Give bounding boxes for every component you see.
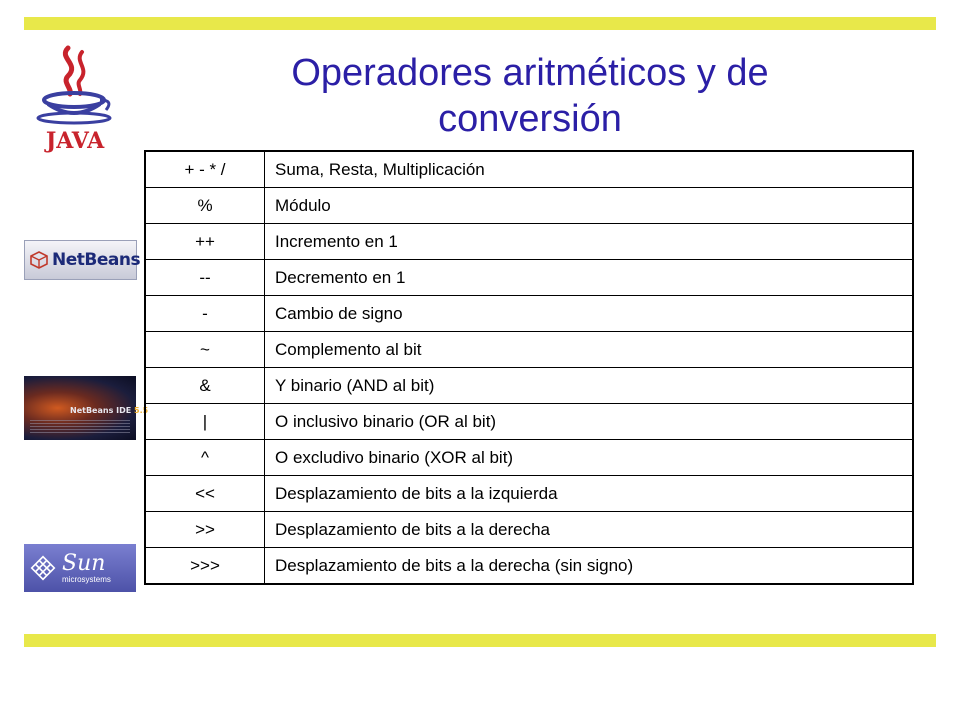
operator-row bbox=[145, 512, 913, 548]
operator-symbol: & bbox=[145, 368, 265, 404]
sun-logo-subtext: microsystems bbox=[62, 574, 111, 584]
ide-splash-fineprint bbox=[30, 420, 130, 434]
java-logo bbox=[28, 42, 122, 154]
operator-symbol: % bbox=[145, 188, 265, 224]
operator-row bbox=[145, 151, 913, 188]
operator-row bbox=[145, 296, 913, 332]
operator-symbol: - bbox=[145, 296, 265, 332]
netbeans-logo-text: NetBeans bbox=[52, 250, 141, 270]
operator-symbol: ~ bbox=[145, 332, 265, 368]
ide-splash-text bbox=[70, 406, 148, 415]
sun-logo-text: Sun bbox=[62, 550, 106, 576]
operator-description: Suma, Resta, Multiplicación bbox=[265, 151, 914, 188]
bottom-accent-bar bbox=[24, 634, 936, 647]
operator-row bbox=[145, 260, 913, 296]
operator-description: Módulo bbox=[265, 188, 914, 224]
ide-splash-version: 5.5 bbox=[134, 406, 149, 415]
operator-description: Y binario (AND al bit) bbox=[265, 368, 914, 404]
netbeans-ide-splash bbox=[24, 376, 149, 440]
operator-symbol: >>> bbox=[145, 548, 265, 585]
operator-row bbox=[145, 332, 913, 368]
operator-row bbox=[145, 548, 913, 585]
operators-table bbox=[144, 150, 914, 585]
java-logo-text: JAVA bbox=[45, 128, 105, 154]
sun-mark-icon bbox=[30, 555, 56, 581]
operator-row bbox=[145, 476, 913, 512]
operator-symbol: -- bbox=[145, 260, 265, 296]
operator-description: Incremento en 1 bbox=[265, 224, 914, 260]
operator-symbol: >> bbox=[145, 512, 265, 548]
slide-title: Operadores aritméticos y de conversión bbox=[291, 52, 769, 140]
operators-table-body bbox=[145, 151, 913, 584]
operator-row bbox=[145, 440, 913, 476]
operator-description: Desplazamiento de bits a la izquierda bbox=[265, 476, 914, 512]
operator-description: O excludivo binario (XOR al bit) bbox=[265, 440, 914, 476]
java-coffee-cup-icon bbox=[28, 42, 122, 154]
operator-row bbox=[145, 404, 913, 440]
top-accent-bar bbox=[24, 17, 936, 30]
operator-description: Desplazamiento de bits a la derecha (sin signo) bbox=[265, 548, 914, 585]
operator-row bbox=[145, 224, 913, 260]
operator-symbol: << bbox=[145, 476, 265, 512]
operator-description: Complemento al bit bbox=[265, 332, 914, 368]
operator-description: Decremento en 1 bbox=[265, 260, 914, 296]
operator-symbol: ++ bbox=[145, 224, 265, 260]
netbeans-logo bbox=[24, 240, 141, 280]
operator-symbol: | bbox=[145, 404, 265, 440]
operator-row bbox=[145, 368, 913, 404]
operator-symbol: + - * / bbox=[145, 151, 265, 188]
operator-symbol: ^ bbox=[145, 440, 265, 476]
netbeans-cube-icon bbox=[30, 251, 48, 269]
ide-splash-label: NetBeans IDE bbox=[70, 406, 132, 415]
sun-microsystems-logo bbox=[24, 544, 136, 592]
operator-description: O inclusivo binario (OR al bit) bbox=[265, 404, 914, 440]
operator-description: Desplazamiento de bits a la derecha bbox=[265, 512, 914, 548]
operator-row bbox=[145, 188, 913, 224]
operator-description: Cambio de signo bbox=[265, 296, 914, 332]
